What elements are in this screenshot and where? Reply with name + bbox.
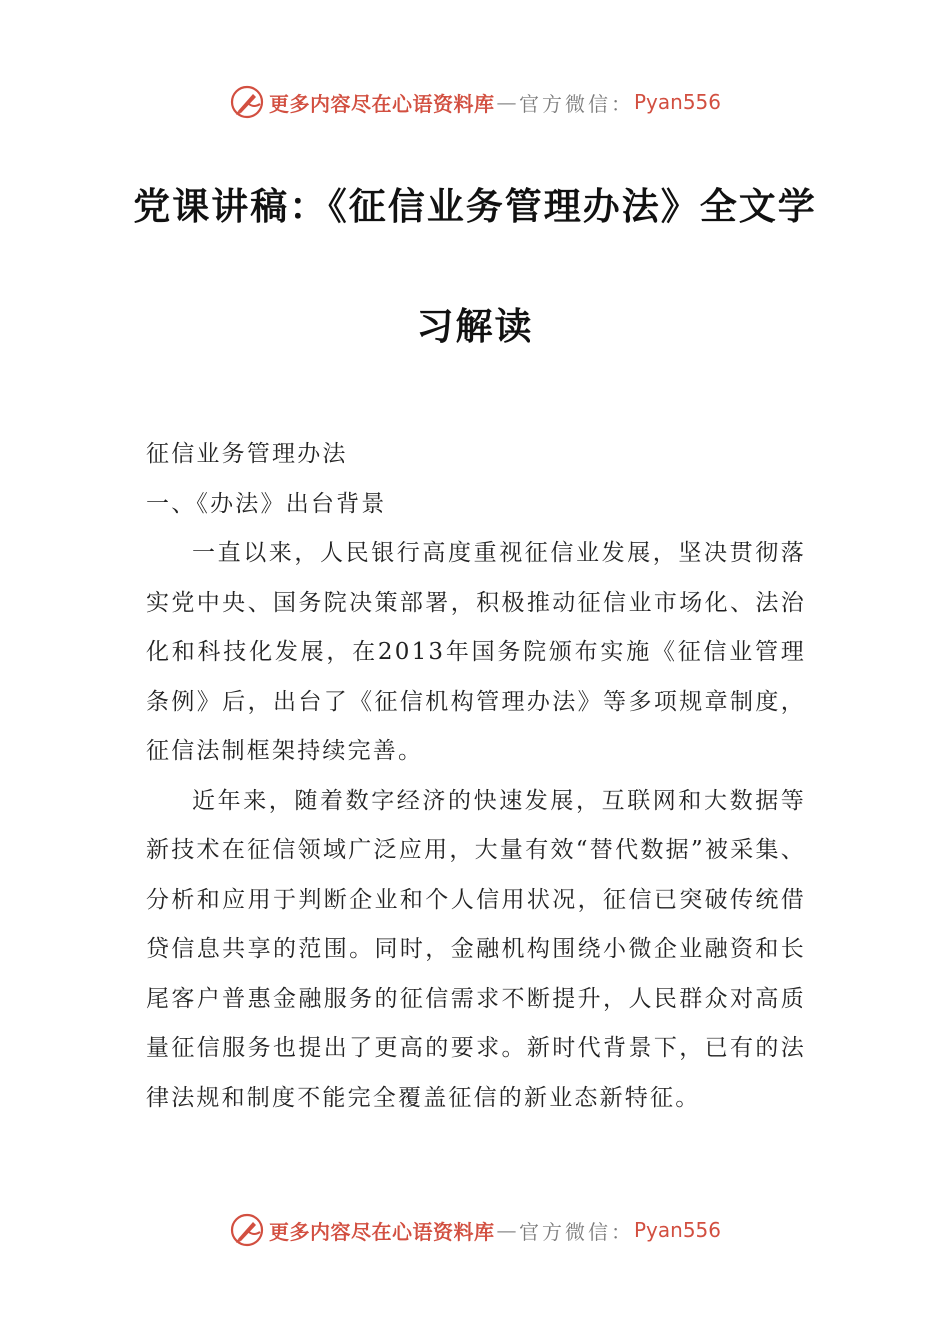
header-banner <box>0 82 950 122</box>
banner-wechat-label: 官方微信： <box>518 1219 634 1244</box>
banner-account: Pyan556 <box>633 90 721 114</box>
banner-text: 更多内容尽在心语资料库 <box>268 1219 495 1244</box>
pen-logo-icon <box>229 1212 265 1248</box>
pen-logo-icon <box>229 84 265 120</box>
footer-banner <box>0 1210 950 1250</box>
banner-account: Pyan556 <box>633 1218 721 1242</box>
banner-text: 更多内容尽在心语资料库 <box>268 91 495 116</box>
section-heading: 一、《办法》出台背景 <box>146 490 387 517</box>
banner-wechat-label: 官方微信： <box>518 91 634 116</box>
banner-dash: — <box>496 1218 517 1242</box>
paragraph: 近年来，随着数字经济的快速发展，互联网和大数据等新技术在征信领域广泛应用，大量有效“替代数据”被采集、分析和应用于判断企业和个人信用状况，征信已突破传统借贷信息共享的范围。同时，金融机构围绕小微企业融资和长尾客户普惠金融服务的征信需求不断提升，人民群众对高质量征信服务也提出了更高的要求。新时代背景下，已有的法律法规和制度不能完全覆盖征信的新业态新特征。 <box>146 787 806 1111</box>
document-title-line-1: 党课讲稿：《征信业务管理办法》全文学 <box>133 185 817 228</box>
document-body <box>146 430 806 1123</box>
banner-dash: — <box>496 90 517 114</box>
paragraph: 一直以来，人民银行高度重视征信业发展，坚决贯彻落实党中央、国务院决策部署，积极推动征信业市场化、法治化和科技化发展，在2013年国务院颁布实施《征信业管理条例》后，出台了《征信机构管理办法》等多项规章制度，征信法制框架持续完善。 <box>146 540 806 764</box>
subtitle: 征信业务管理办法 <box>146 441 348 467</box>
document-title-line-2: 习解读 <box>416 305 534 348</box>
